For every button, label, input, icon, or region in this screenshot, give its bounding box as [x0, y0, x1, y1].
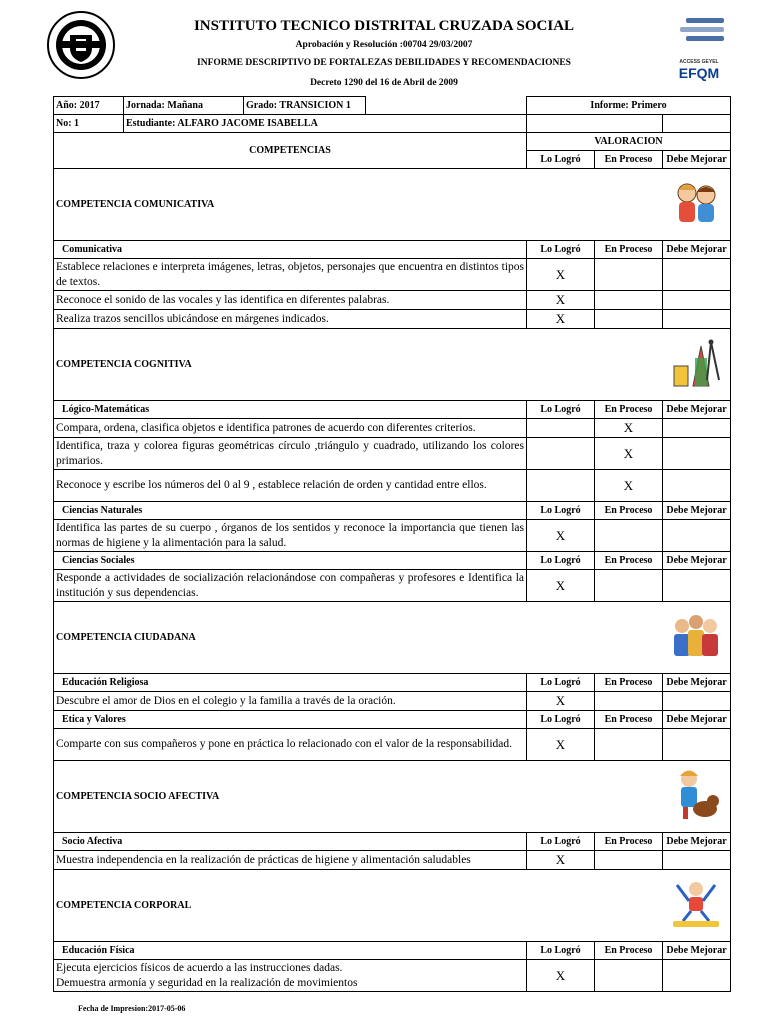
subject-name: Etica y Valores: [54, 711, 527, 729]
criterion-row: [54, 291, 731, 310]
approval-line: Aprobación y Resolución :00704 29/03/2007: [295, 40, 473, 50]
subject-name: Ciencias Naturales: [54, 502, 527, 520]
criterion-text: Realiza trazos sencillos ubicándose en márgenes indicados.: [54, 310, 527, 329]
in-process-mark-cell: [595, 310, 663, 329]
must-improve-header: Debe Mejorar: [663, 401, 731, 419]
document-header: [0, 0, 768, 96]
in-process-header: En Proceso: [595, 711, 663, 729]
in-process-mark-cell: X: [595, 470, 663, 502]
in-process-header: En Proceso: [595, 241, 663, 259]
in-process-mark-cell: [595, 291, 663, 310]
section-row: [54, 870, 731, 942]
achieved-mark-cell: X: [527, 729, 595, 761]
achieved-header: Lo Logró: [527, 833, 595, 851]
section-row: [54, 602, 731, 674]
number-cell: No: 1: [54, 115, 124, 133]
must-improve-header: Debe Mejorar: [663, 674, 731, 692]
section-row: [54, 329, 731, 401]
must-improve-mark-cell: [663, 438, 731, 470]
section-row: [54, 761, 731, 833]
subject-header-row: [54, 674, 731, 692]
must-improve-header: Debe Mejorar: [663, 833, 731, 851]
section-image-cell: [663, 761, 731, 833]
report-title: INFORME DESCRIPTIVO DE FORTALEZAS DEBILIDADES Y RECOMENDACIONES: [197, 58, 571, 68]
in-process-mark-cell: [595, 259, 663, 291]
criterion-text: Responde a actividades de socialización relacionándose con compañeras y profesores e Identifica la institución y sus dependencias.: [54, 570, 527, 602]
must-improve-mark-cell: [663, 291, 731, 310]
in-process-header: En Proceso: [595, 401, 663, 419]
achieved-header: Lo Logró: [527, 711, 595, 729]
must-improve-header: Debe Mejorar: [663, 151, 731, 169]
achieved-header: Lo Logró: [527, 942, 595, 960]
achieved-mark-cell: X: [527, 259, 595, 291]
section-row: [54, 169, 731, 241]
subject-header-row: [54, 502, 731, 520]
blank-cell: [527, 115, 663, 133]
criterion-row: [54, 520, 731, 552]
must-improve-mark-cell: [663, 960, 731, 992]
subject-header-row: [54, 942, 731, 960]
criterion-text: Identifica las partes de su cuerpo , órganos de los sentidos y reconoce la importancia que tienen las normas de higiene y la alimentación para la salud.: [54, 520, 527, 552]
in-process-mark-cell: X: [595, 438, 663, 470]
criterion-text: Muestra independencia en la realización de prácticas de higiene y alimentación saludables: [54, 851, 527, 870]
section-title: COMPETENCIA SOCIO AFECTIVA: [54, 761, 663, 833]
section-title: COMPETENCIA COGNITIVA: [54, 329, 663, 401]
competencias-header: COMPETENCIAS: [54, 133, 527, 169]
achieved-header: Lo Logró: [527, 151, 595, 169]
school-crest-icon: [46, 10, 116, 80]
blank-cell: [366, 97, 527, 115]
must-improve-mark-cell: [663, 310, 731, 329]
criterion-row: [54, 851, 731, 870]
year-cell: Año: 2017: [54, 97, 124, 115]
achieved-mark-cell: X: [527, 851, 595, 870]
child-exercising-icon: [671, 920, 721, 932]
subject-name: Lógico-Matemáticas: [54, 401, 527, 419]
efqm-tagline: ACCESS GEYEL: [679, 59, 719, 65]
section-image-cell: [663, 329, 731, 401]
subject-header-row: [54, 552, 731, 570]
children-talking-icon: [671, 217, 721, 229]
criterion-text: Reconoce el sonido de las vocales y las identifica en diferentes palabras.: [54, 291, 527, 310]
in-process-mark-cell: [595, 520, 663, 552]
achieved-mark-cell: X: [527, 960, 595, 992]
criterion-row: [54, 438, 731, 470]
section-title: COMPETENCIA CORPORAL: [54, 870, 663, 942]
achieved-header: Lo Logró: [527, 502, 595, 520]
achieved-mark-cell: [527, 470, 595, 502]
in-process-mark-cell: [595, 851, 663, 870]
subject-header-row: [54, 241, 731, 259]
in-process-header: En Proceso: [595, 151, 663, 169]
subject-name: Educación Religiosa: [54, 674, 527, 692]
criterion-row: [54, 692, 731, 711]
blank-cell: [663, 115, 731, 133]
achieved-header: Lo Logró: [527, 552, 595, 570]
child-with-dog-icon: [671, 814, 721, 826]
must-improve-mark-cell: [663, 470, 731, 502]
section-image-cell: [663, 602, 731, 674]
geometry-tools-icon: [671, 381, 721, 393]
in-process-header: En Proceso: [595, 833, 663, 851]
report-number-cell: Informe: Primero: [527, 97, 731, 115]
must-improve-mark-cell: [663, 851, 731, 870]
student-row: [54, 115, 731, 133]
criterion-row: [54, 960, 731, 992]
shift-cell: Jornada: Mañana: [124, 97, 244, 115]
criterion-text: Establece relaciones e interpreta imágenes, letras, objetos, personajes que encuentra en distintos tipos de textos.: [54, 259, 527, 291]
criterion-text: Comparte con sus compañeros y pone en práctica lo relacionado con el valor de la responsabilidad.: [54, 729, 527, 761]
in-process-mark-cell: [595, 692, 663, 711]
decree-line: Decreto 1290 del 16 de Abril de 2009: [310, 78, 458, 88]
achieved-header: Lo Logró: [527, 401, 595, 419]
criterion-text: Ejecuta ejercicios físicos de acuerdo a las instrucciones dadas. Demuestra armonía y seguridad en la realización de movimientos: [54, 960, 527, 992]
must-improve-mark-cell: [663, 692, 731, 711]
criterion-row: [54, 729, 731, 761]
must-improve-mark-cell: [663, 259, 731, 291]
criterion-text: Reconoce y escribe los números del 0 al 9 , establece relación de orden y cantidad entre ellos.: [54, 470, 527, 502]
criterion-row: [54, 570, 731, 602]
section-image-cell: [663, 169, 731, 241]
must-improve-header: Debe Mejorar: [663, 942, 731, 960]
in-process-header: En Proceso: [595, 942, 663, 960]
in-process-mark-cell: [595, 570, 663, 602]
valoracion-header: VALORACION: [527, 133, 731, 151]
criterion-text: Compara, ordena, clasifica objetos e identifica patrones de acuerdo con diferentes criterios.: [54, 419, 527, 438]
subject-header-row: [54, 401, 731, 419]
criterion-row: [54, 310, 731, 329]
institution-name: INSTITUTO TECNICO DISTRITAL CRUZADA SOCIAL: [193, 18, 575, 34]
must-improve-mark-cell: [663, 729, 731, 761]
info-row: [54, 97, 731, 115]
in-process-header: En Proceso: [595, 502, 663, 520]
efqm-brand: EFQM: [678, 65, 720, 81]
in-process-mark-cell: [595, 729, 663, 761]
in-process-header: En Proceso: [595, 674, 663, 692]
achieved-mark-cell: [527, 438, 595, 470]
criterion-row: [54, 259, 731, 291]
criterion-text: Identifica, traza y colorea figuras geométricas círculo ,triángulo y cuadrado, utilizando los colores primarios.: [54, 438, 527, 470]
subject-name: Educación Física: [54, 942, 527, 960]
subject-name: Socio Afectiva: [54, 833, 527, 851]
in-process-mark-cell: X: [595, 419, 663, 438]
must-improve-header: Debe Mejorar: [663, 502, 731, 520]
subject-header-row: [54, 833, 731, 851]
efqm-logo: [666, 14, 732, 90]
achieved-mark-cell: X: [527, 310, 595, 329]
must-improve-mark-cell: [663, 520, 731, 552]
must-improve-header: Debe Mejorar: [663, 552, 731, 570]
achieved-header: Lo Logró: [527, 241, 595, 259]
criterion-row: [54, 419, 731, 438]
criterion-text: Descubre el amor de Dios en el colegio y la familia a través de la oración.: [54, 692, 527, 711]
group-of-children-icon: [670, 653, 722, 665]
student-cell: Estudiante: ALFARO JACOME ISABELLA: [124, 115, 527, 133]
criterion-row: [54, 470, 731, 502]
achieved-mark-cell: X: [527, 291, 595, 310]
subject-header-row: [54, 711, 731, 729]
must-improve-mark-cell: [663, 419, 731, 438]
section-image-cell: [663, 870, 731, 942]
must-improve-header: Debe Mejorar: [663, 711, 731, 729]
must-improve-header: Debe Mejorar: [663, 241, 731, 259]
achieved-mark-cell: X: [527, 520, 595, 552]
must-improve-mark-cell: [663, 570, 731, 602]
print-date: Fecha de Impresion:2017-05-06: [78, 1004, 186, 1013]
achieved-header: Lo Logró: [527, 674, 595, 692]
efqm-stripes-icon: [666, 14, 732, 54]
valoracion-row: [54, 133, 731, 151]
subject-name: Comunicativa: [54, 241, 527, 259]
achieved-mark-cell: X: [527, 692, 595, 711]
section-title: COMPETENCIA COMUNICATIVA: [54, 169, 663, 241]
in-process-mark-cell: [595, 960, 663, 992]
section-title: COMPETENCIA CIUDADANA: [54, 602, 663, 674]
report-table: [53, 96, 731, 992]
subject-name: Ciencias Sociales: [54, 552, 527, 570]
grade-cell: Grado: TRANSICION 1: [244, 97, 366, 115]
achieved-mark-cell: [527, 419, 595, 438]
in-process-header: En Proceso: [595, 552, 663, 570]
achieved-mark-cell: X: [527, 570, 595, 602]
